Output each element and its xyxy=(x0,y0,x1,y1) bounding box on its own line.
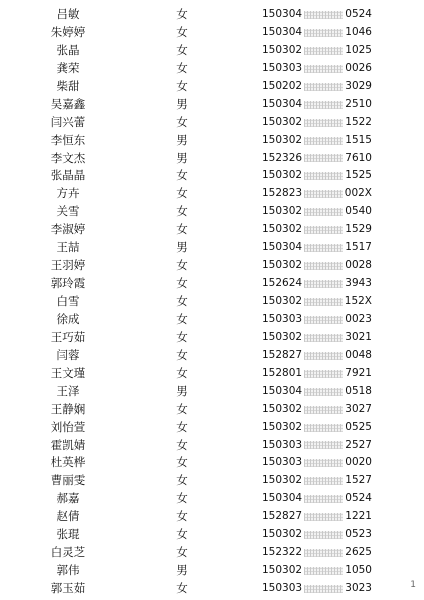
gender-cell: 男 xyxy=(176,240,188,255)
id-suffix: 1522 xyxy=(345,115,372,128)
name-cell: 张晶晶 xyxy=(50,168,86,183)
id-suffix: 0048 xyxy=(345,348,372,361)
table-row xyxy=(0,562,424,580)
id-suffix: 7610 xyxy=(345,151,372,164)
gender-cell: 女 xyxy=(176,455,188,470)
gender-cell: 女 xyxy=(176,437,188,452)
id-number-cell xyxy=(262,383,372,401)
id-redaction-mask xyxy=(304,316,343,324)
id-prefix: 150303 xyxy=(262,438,303,451)
id-prefix: 150302 xyxy=(262,528,303,541)
gender-cell: 男 xyxy=(176,96,188,111)
id-prefix: 152326 xyxy=(262,151,303,164)
table-row xyxy=(0,239,424,257)
id-number-cell xyxy=(262,544,372,562)
id-redaction-mask xyxy=(304,226,343,234)
name-cell: 张琨 xyxy=(56,527,80,542)
table-row xyxy=(0,221,424,239)
id-suffix: 1221 xyxy=(345,510,372,523)
id-redaction-mask xyxy=(304,83,343,91)
id-prefix: 150302 xyxy=(262,259,303,272)
name-cell: 李恒东 xyxy=(50,132,86,147)
name-cell: 赵倩 xyxy=(56,509,80,524)
table-row xyxy=(0,257,424,275)
id-prefix: 150304 xyxy=(262,8,303,20)
id-number-cell xyxy=(262,60,372,78)
id-prefix: 150304 xyxy=(262,241,303,254)
id-redaction-mask xyxy=(304,495,343,503)
id-prefix: 150304 xyxy=(262,492,303,505)
table-row xyxy=(0,437,424,455)
id-suffix: 0020 xyxy=(345,456,372,469)
id-redaction-mask xyxy=(304,29,343,37)
id-redaction-mask xyxy=(304,101,343,109)
id-prefix: 152322 xyxy=(262,546,303,559)
id-number-cell xyxy=(262,78,372,96)
id-suffix: 1525 xyxy=(345,169,372,182)
id-prefix: 150302 xyxy=(262,169,303,182)
table-row xyxy=(0,114,424,132)
table-row xyxy=(0,203,424,221)
id-number-cell xyxy=(262,580,372,598)
table-row xyxy=(0,490,424,508)
id-prefix: 152801 xyxy=(262,366,303,379)
gender-cell: 女 xyxy=(176,473,188,488)
id-redaction-mask xyxy=(304,406,343,414)
id-number-cell xyxy=(262,508,372,526)
id-number-cell xyxy=(262,490,372,508)
id-number-cell xyxy=(262,401,372,419)
id-suffix: 3943 xyxy=(345,277,372,290)
table-row xyxy=(0,167,424,185)
id-redaction-mask xyxy=(304,334,343,342)
name-cell: 郭伟 xyxy=(56,563,80,578)
gender-cell: 女 xyxy=(176,204,188,219)
id-prefix: 150302 xyxy=(262,43,303,56)
id-prefix: 150302 xyxy=(262,115,303,128)
name-cell: 白雪 xyxy=(56,294,80,308)
gender-cell: 女 xyxy=(176,24,188,39)
gender-cell: 女 xyxy=(176,42,188,57)
name-cell: 杜英桦 xyxy=(50,455,86,470)
id-redaction-mask xyxy=(304,585,343,593)
id-suffix: 1046 xyxy=(345,25,372,38)
id-suffix: 3029 xyxy=(345,79,372,92)
table-row xyxy=(0,401,424,419)
id-redaction-mask xyxy=(304,119,343,127)
gender-cell: 女 xyxy=(176,222,188,237)
gender-cell: 男 xyxy=(176,563,188,578)
id-number-cell xyxy=(262,562,372,580)
id-redaction-mask xyxy=(304,477,343,485)
table-row xyxy=(0,24,424,42)
id-prefix: 150303 xyxy=(262,582,303,594)
gender-cell: 女 xyxy=(176,168,188,183)
gender-cell: 女 xyxy=(176,329,188,344)
id-prefix: 150304 xyxy=(262,384,303,397)
id-suffix: 0540 xyxy=(345,205,372,218)
id-redaction-mask xyxy=(304,370,343,378)
table-row xyxy=(0,60,424,78)
table-row xyxy=(0,347,424,365)
gender-cell: 女 xyxy=(176,186,188,201)
name-cell: 闫兴蕾 xyxy=(50,114,86,129)
name-cell: 霍凯婧 xyxy=(50,437,86,452)
name-cell: 朱婷婷 xyxy=(50,24,86,39)
id-suffix: 3021 xyxy=(345,330,372,343)
id-redaction-mask xyxy=(304,262,343,270)
name-cell: 吴嘉鑫 xyxy=(50,96,86,111)
id-number-cell xyxy=(262,167,372,185)
gender-cell: 女 xyxy=(176,258,188,273)
gender-cell: 女 xyxy=(176,78,188,93)
id-number-cell xyxy=(262,311,372,329)
id-number-cell xyxy=(262,221,372,239)
gender-cell: 女 xyxy=(176,347,188,362)
id-redaction-mask xyxy=(304,567,343,575)
id-number-cell xyxy=(262,419,372,437)
gender-cell: 女 xyxy=(176,365,188,380)
id-redaction-mask xyxy=(304,65,343,73)
id-number-cell xyxy=(262,239,372,257)
gender-cell: 男 xyxy=(176,383,188,398)
id-redaction-mask xyxy=(304,441,343,449)
id-redaction-mask xyxy=(304,531,343,539)
name-cell: 柴甜 xyxy=(56,78,80,93)
name-cell: 李文杰 xyxy=(50,150,86,165)
name-cell: 王泽 xyxy=(56,383,80,398)
id-number-cell xyxy=(262,96,372,114)
name-cell: 闫蓉 xyxy=(56,347,80,362)
name-cell: 李淑婷 xyxy=(50,222,86,237)
id-prefix: 152624 xyxy=(262,277,303,290)
id-redaction-mask xyxy=(304,244,343,252)
name-cell: 吕敏 xyxy=(56,7,80,21)
name-cell: 徐成 xyxy=(56,311,80,326)
id-redaction-mask xyxy=(304,513,343,521)
id-prefix: 150302 xyxy=(262,564,303,577)
gender-cell: 女 xyxy=(176,7,188,21)
id-prefix: 150302 xyxy=(262,295,303,307)
id-prefix: 152827 xyxy=(262,348,303,361)
id-number-cell xyxy=(262,472,372,490)
id-suffix: 2510 xyxy=(345,97,372,110)
id-redaction-mask xyxy=(304,424,343,432)
table-row xyxy=(0,293,424,311)
table-row xyxy=(0,365,424,383)
id-suffix: 152X xyxy=(344,295,372,307)
id-prefix: 150302 xyxy=(262,330,303,343)
table-row xyxy=(0,454,424,472)
id-redaction-mask xyxy=(304,459,343,467)
gender-cell: 女 xyxy=(176,276,188,291)
id-number-cell xyxy=(262,275,372,293)
id-prefix: 150303 xyxy=(262,456,303,469)
id-suffix: 1025 xyxy=(345,43,372,56)
name-cell: 王文瑾 xyxy=(50,365,86,380)
id-redaction-mask xyxy=(304,388,343,396)
id-prefix: 150302 xyxy=(262,474,303,487)
table-row xyxy=(0,96,424,114)
id-suffix: 0524 xyxy=(345,492,372,505)
table-row xyxy=(0,329,424,347)
id-redaction-mask xyxy=(304,352,343,360)
table-row xyxy=(0,6,424,24)
id-number-cell xyxy=(262,293,372,311)
gender-cell: 女 xyxy=(176,401,188,416)
page-number: 1 xyxy=(410,580,416,590)
id-suffix: 1529 xyxy=(345,223,372,236)
id-number-cell xyxy=(262,185,372,203)
id-number-cell xyxy=(262,347,372,365)
name-cell: 王喆 xyxy=(56,240,80,255)
id-number-cell xyxy=(262,150,372,168)
id-number-cell xyxy=(262,257,372,275)
gender-cell: 女 xyxy=(176,509,188,524)
id-suffix: 0028 xyxy=(345,259,372,272)
gender-cell: 男 xyxy=(176,150,188,165)
id-suffix: 3023 xyxy=(345,582,372,594)
id-suffix: 0518 xyxy=(345,384,372,397)
id-number-cell xyxy=(262,365,372,383)
id-suffix: 0023 xyxy=(345,312,372,325)
id-number-cell xyxy=(262,329,372,347)
gender-cell: 女 xyxy=(176,545,188,560)
id-suffix: 0525 xyxy=(345,420,372,433)
gender-cell: 女 xyxy=(176,491,188,506)
name-cell: 关雪 xyxy=(56,204,80,219)
id-suffix: 1050 xyxy=(345,564,372,577)
name-cell: 王羽婷 xyxy=(50,258,86,273)
name-cell: 郭玲霞 xyxy=(50,276,86,291)
name-cell: 刘怡萱 xyxy=(50,419,86,434)
gender-cell: 女 xyxy=(176,311,188,326)
name-cell: 方卉 xyxy=(56,186,80,201)
id-prefix: 150303 xyxy=(262,61,303,74)
table-row xyxy=(0,383,424,401)
id-suffix: 0026 xyxy=(345,61,372,74)
id-prefix: 150304 xyxy=(262,97,303,110)
name-cell: 王静娴 xyxy=(50,401,86,416)
id-prefix: 150302 xyxy=(262,133,303,146)
id-prefix: 150302 xyxy=(262,223,303,236)
name-cell: 白灵芝 xyxy=(50,545,86,560)
table-row xyxy=(0,544,424,562)
gender-cell: 男 xyxy=(176,132,188,147)
gender-cell: 女 xyxy=(176,527,188,542)
id-redaction-mask xyxy=(304,298,343,306)
id-prefix: 150303 xyxy=(262,312,303,325)
table-row xyxy=(0,150,424,168)
id-suffix: 0523 xyxy=(345,528,372,541)
id-suffix: 1527 xyxy=(345,474,372,487)
id-suffix: 2527 xyxy=(345,438,372,451)
id-number-cell xyxy=(262,203,372,221)
id-redaction-mask xyxy=(304,47,343,55)
gender-cell: 女 xyxy=(176,581,188,595)
id-suffix: 1515 xyxy=(345,133,372,146)
name-cell: 曹丽雯 xyxy=(50,473,86,488)
id-redaction-mask xyxy=(304,172,343,180)
name-cell: 郭玉茹 xyxy=(50,581,86,595)
id-prefix: 150302 xyxy=(262,205,303,218)
table-row xyxy=(0,132,424,150)
id-number-cell xyxy=(262,132,372,150)
id-suffix: 7921 xyxy=(345,366,372,379)
table-row xyxy=(0,78,424,96)
id-suffix: 0524 xyxy=(345,8,372,20)
gender-cell: 女 xyxy=(176,60,188,75)
table-row xyxy=(0,185,424,203)
gender-cell: 女 xyxy=(176,294,188,308)
id-number-cell xyxy=(262,6,372,24)
id-redaction-mask xyxy=(304,11,343,19)
table-row xyxy=(0,526,424,544)
id-number-cell xyxy=(262,526,372,544)
table-row xyxy=(0,275,424,293)
id-number-cell xyxy=(262,24,372,42)
table-row xyxy=(0,580,424,598)
id-prefix: 150302 xyxy=(262,420,303,433)
id-suffix: 002X xyxy=(344,187,372,200)
id-number-cell xyxy=(262,114,372,132)
table-row xyxy=(0,42,424,60)
id-suffix: 1517 xyxy=(345,241,372,254)
gender-cell: 女 xyxy=(176,114,188,129)
id-suffix: 3027 xyxy=(345,402,372,415)
roster-table xyxy=(0,6,424,598)
name-cell: 王巧茹 xyxy=(50,329,86,344)
id-redaction-mask xyxy=(304,280,343,288)
table-row xyxy=(0,419,424,437)
name-cell: 张晶 xyxy=(56,42,80,57)
id-prefix: 150202 xyxy=(262,79,303,92)
id-number-cell xyxy=(262,454,372,472)
id-number-cell xyxy=(262,42,372,60)
table-row xyxy=(0,472,424,490)
id-suffix: 2625 xyxy=(345,546,372,559)
id-prefix: 152823 xyxy=(262,187,303,200)
name-cell: 郝嘉 xyxy=(56,491,80,506)
id-redaction-mask xyxy=(304,208,343,216)
gender-cell: 女 xyxy=(176,419,188,434)
id-redaction-mask xyxy=(304,549,343,557)
table-row xyxy=(0,508,424,526)
id-redaction-mask xyxy=(304,190,343,198)
id-prefix: 150302 xyxy=(262,402,303,415)
id-redaction-mask xyxy=(304,154,343,162)
id-prefix: 152827 xyxy=(262,510,303,523)
name-cell: 龚荣 xyxy=(56,60,80,75)
id-number-cell xyxy=(262,437,372,455)
table-row xyxy=(0,311,424,329)
id-prefix: 150304 xyxy=(262,25,303,38)
id-redaction-mask xyxy=(304,137,343,145)
